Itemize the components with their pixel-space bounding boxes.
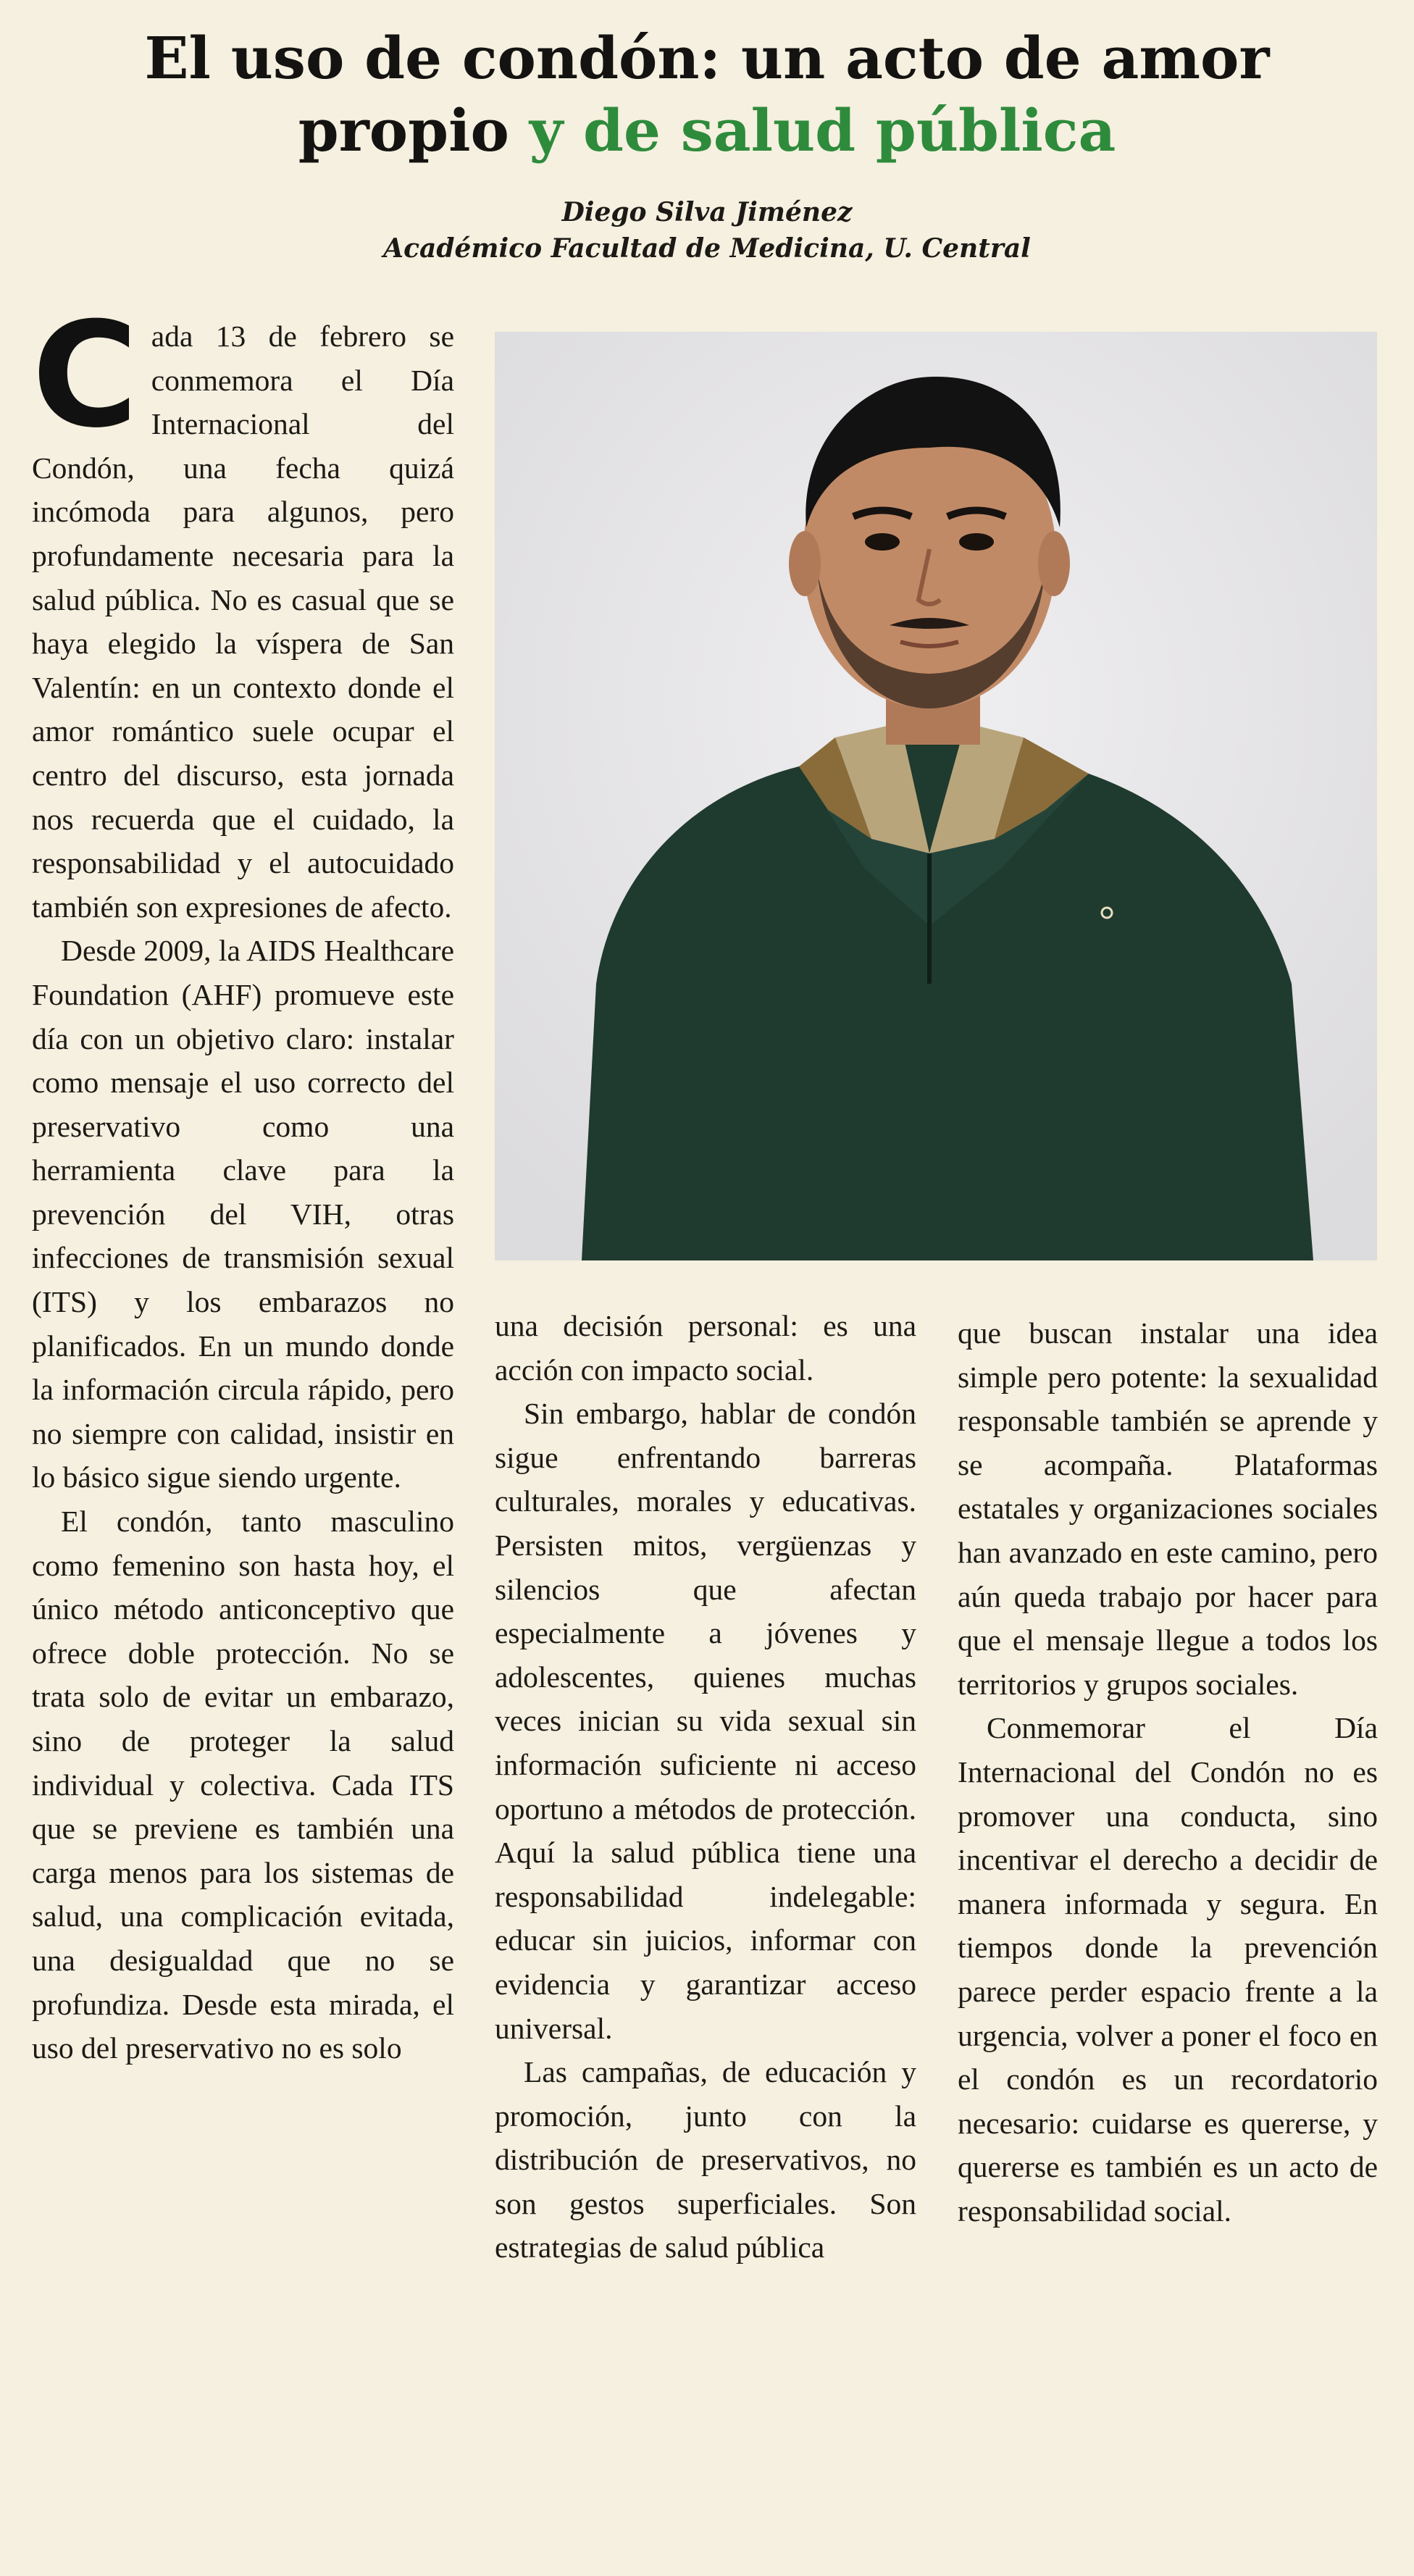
title-line-2-black: propio <box>298 96 530 164</box>
author-name: Diego Silva Jiménez <box>561 197 853 227</box>
author-photo <box>495 332 1377 1260</box>
author-affiliation: Académico Facultad de Medicina, U. Central <box>383 233 1031 264</box>
column-1 <box>32 291 454 2070</box>
paragraph: Las campañas, de educación y promoción, junto con la distribución de preservativos, no son gestos superficiales. Son estrategias de salud pública <box>495 2055 916 2265</box>
column-2 <box>495 1304 916 2270</box>
paragraph: que buscan instalar una idea simple pero potente: la sexualidad responsable también se aprende y se acompaña. Plataformas estatales y organizaciones sociales han avanzado en este camino, pero aún queda trabajo por hacer para que el mensaje llegue a todos los territorios y grupos sociales. <box>958 1316 1378 1701</box>
title-line-2-green: y de salud pública <box>529 96 1116 164</box>
column-3 <box>958 1311 1378 2233</box>
byline <box>0 194 1414 267</box>
paragraph: una decisión personal: es una acción con impacto social. <box>495 1309 916 1387</box>
paragraph: Conmemorar el Día Internacional del Condón no es promover una conducta, sino incentivar el derecho a decidir de manera informada y segura. En tiempos donde la prevención parece perder espacio frente a la urgencia, volver a poner el foco en el condón es un recordatorio necesario: cuidarse es quererse, y quererse es también es un acto de responsabilidad social. <box>958 1711 1378 2228</box>
drop-cap: C <box>32 291 138 460</box>
title-line-1: El uso de condón: un acto de amor <box>144 24 1270 92</box>
paragraph: El condón, tanto masculino como femenino son hasta hoy, el único método anticonceptivo que ofrece doble protección. No se trata solo de evitar un embarazo, sino de proteger la salud individual y colectiva. Cada ITS que se previene es también una carga menos para los sistemas de salud, una complicación evitada, una desigualdad que no se profundiza. Desde esta mirada, el uso del preservativo no es solo <box>32 1505 454 2065</box>
paragraph: Sin embargo, hablar de condón sigue enfrentando barreras culturales, morales y educativas. Persisten mitos, vergüenzas y silencios que afectan especialmente a jóvenes y adolescentes, quienes muchas veces inician su vida sexual sin información suficiente ni acceso oportuno a métodos de protección. Aquí la salud pública tiene una responsabilidad indelegable: educar sin juicios, informar con evidencia y garantizar acceso universal. <box>495 1397 916 2045</box>
paragraph: Desde 2009, la AIDS Healthcare Foundation (AHF) promueve este día con un objetivo claro: instalar como mensaje el uso correcto del preservativo como una herramienta clave para la prevención del VIH, otras infecciones de transmisión sexual (ITS) y los embarazos no planificados. En un mundo donde la información circula rápido, pero no siempre con calidad, insistir en lo básico sigue siendo urgente. <box>32 934 454 1494</box>
paragraph: Cada 13 de febrero se conmemora el Día Internacional del Condón, una fecha quizá incómoda para algunos, pero profundamente necesaria para la salud pública. No es casual que se haya elegido la víspera de San Valentín: en un contexto donde el amor romántico suele ocupar el centro del discurso, esta jornada nos recuerda que el cuidado, la responsabilidad y el autocuidado también son expresiones de afecto. <box>32 291 454 924</box>
article-title <box>0 22 1414 167</box>
